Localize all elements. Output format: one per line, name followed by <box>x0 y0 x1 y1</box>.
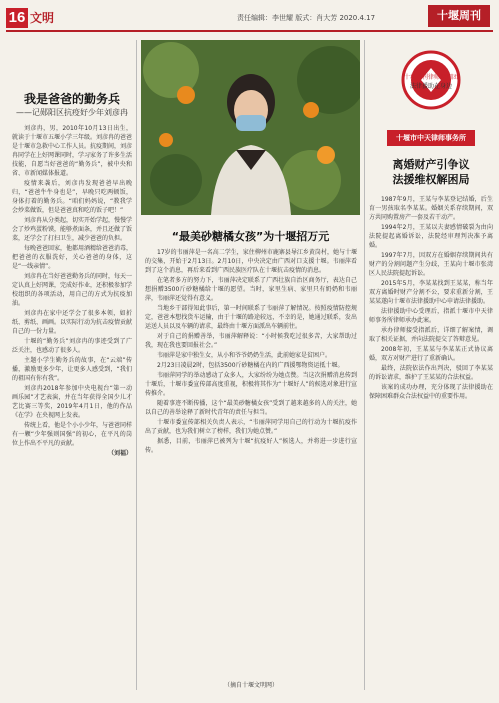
paper-logo: 十堰周刊 <box>428 5 490 27</box>
paragraph: 17岁的韦丽萍是一名高二学生，家住柳州市鹿寨县导江乡黄岗村，她与十堰的交集，开始于2月13日。2月10日，中央决定由广西对口支援十堰。韦丽萍看到了这个消息，再后来看到广西民族医疗队在十堰抗击疫情的消息。 <box>145 249 357 274</box>
middle-article-body <box>145 248 357 673</box>
right-article-title <box>369 157 493 187</box>
paragraph: 承办律师接受指派后，详细了解案情，调取了相关证据，并向法院提交了答辩意见。 <box>369 327 493 343</box>
logo-caption: 十堰市中天律师事务所 <box>396 134 466 142</box>
paragraph: 1994年2月，王某以夫妻感情破裂为由向法院提起离婚诉讼，法院经审理判决准予离婚。 <box>369 224 493 249</box>
paragraph: 十堰市委宣传部相关负责人表示，“韦丽萍同学用自己的行动为十堰抗疫作出了贡献，也为我们树立了榜样，我们为她点赞。” <box>145 419 357 435</box>
paragraph: 刘彦冉在当好爸爸勤务兵的同时，每天一定认真上好网课，完成好作业，还积极参加学校组织的各项活动，用自己的方式为抗疫加油。 <box>12 273 132 307</box>
paragraph: 在笔者多方的努力下，韦丽萍决定联系了广西壮族自治区商务厅，表达自己想捐赠3500斤砂糖橘给十堰的愿望。当时，家里生病、家里只有奶奶和韦丽萍，韦丽萍还觉得有意义。 <box>145 277 357 302</box>
column-divider <box>136 40 137 690</box>
paragraph: 刘彦冉，男，2010年10月13日出生，就读于十堰市五堰小学三年级。刘彦冉的爸爸是十堰市急救中心工作人员。抗疫期间，刘彦冉同学在上好网课同时，学习家务了许多生活技能，自愿当好爸爸的“勤务兵”，被中央和省、市新闻媒体报道。 <box>12 125 132 177</box>
editor-meta: 责任编辑：李世耀 版式：肖大芳 2020.4.17 <box>237 14 376 22</box>
right-article-body <box>369 195 493 685</box>
logo-caption: 十堰周刊律师顾问团 <box>403 74 458 81</box>
paragraph: 1987年9月，王某与李某登记结婚，后生育一男孩取名李某某。婚姻关系存续期间，双方共同购置房产一套及若干动产。 <box>369 196 493 221</box>
middle-article-source: （摘自十堰文明网） <box>223 682 278 689</box>
left-article-body <box>12 124 132 684</box>
column-divider <box>364 40 365 690</box>
paragraph: 刘彦冉在家中还学会了很多本领，如折纸、剪纸、画画。以实际行动为抗击疫情贡献自己的一份力量。 <box>12 310 132 335</box>
paragraph: 对于自己的捐赠善举，韦丽萍解释说：“小时候我吃过很多苦，大家帮助过我，现在我也要回报社会。” <box>145 333 357 349</box>
paragraph: 当地乡干部得知此事后，第一时间联系了韦丽萍了解情况。按照疫情防控规定，爸爸本想找货车运输，由于十堰的路途较远，不幸的是，她通过联系，发出运送人员以及车辆的请求，最终由十堰方面派出车辆前往。 <box>145 305 357 330</box>
title-line: 离婚财产引争议 <box>392 158 470 171</box>
paragraph: 法律援助中心受理后，指派十堰市中天律师事务所律师承办此案。 <box>369 308 493 324</box>
page-number: 16 <box>6 8 28 28</box>
paragraph: 疫情来袭后，刘彦冉发现爸爸早出晚归，“爸爸牛牛身也是”，早晚只吃两顿饭，身体打着的勤务兵。“咱们妈妈说，“教我学会炒菜做饭，但是爸爸真和吃的饭子吧！” <box>12 180 132 214</box>
paragraph: 刘彦冉2018年参加中央电视台“第一动画乐园”才艺表演，并在当年获得全国少儿才艺比赛三等奖，2019年4月1日，他的作品《在学》在央视网上发表。 <box>12 385 132 419</box>
article-photo <box>141 40 360 215</box>
logo-caption: 法律援助在身边 <box>409 83 452 90</box>
paragraph: 据悉，目前，韦丽萍已被列为十堰“抗疫好人”候选人，并将进一步进行宣传。 <box>145 438 357 454</box>
header-rule <box>6 30 493 32</box>
section-title: 文明 <box>30 11 55 25</box>
middle-article-title: “最美砂糖橘女孩”为十堰招万元 <box>171 230 330 243</box>
paragraph: 刘彦冉从分类起，切实开始学起，慢慢学会了炒鸡蛋粉馍，能够煮面条，并且还做了饭菜，还学会了打扫卫生，减少爸爸的负担。 <box>12 217 132 242</box>
left-article-title: 我是爸爸的勤务兵 <box>23 92 120 106</box>
paragraph: 传统上看，他是个小小少年，与爸爸同样有一颗“少年强则国强”的初心，在平凡的岗位上作出不平凡的贡献。 <box>12 422 132 447</box>
paragraph: 该案的成功办理，充分体现了法律援助在保障困难群众合法权益中的重要作用。 <box>369 384 493 400</box>
paragraph: 韦丽萍是家中独生女，从小和爷爷奶奶生活，此前她家是贫困户。 <box>157 352 332 359</box>
left-article-subtitle: ——记郧阳区抗疫好少年刘彦冉 <box>16 108 128 117</box>
paragraph: 2015年5月，李某某找到王某某，称当年双方离婚时财产分割不公，要求重新分割，王某某遂向十堰市法律援助中心申请法律援助。 <box>369 280 493 305</box>
paragraph: 2008年初，王某某与李某某正式协议离婚，双方对财产进行了重新确认。 <box>369 346 493 362</box>
paragraph: 2月23日凌晨2时，包括3500斤砂糖橘在内的广西援鄂物资运抵十堰。 <box>157 362 344 369</box>
paragraph: 1997年7月，因双方在婚姻存续期间共有财产的分割问题产生分歧，王某向十堰市张湾区人民法院提起诉讼。 <box>369 252 493 277</box>
title-line: 法援维权解困局 <box>392 173 470 186</box>
paragraph: 主题小学生勤务兵的故事，在“云端”传播，激励更多少年，让更多人感受到，“我们的祖国有你有我”。 <box>12 357 132 382</box>
paragraph: 每晚爸爸回家，他都用酒精给爸爸消毒，把爸爸的衣服洗好，关心爸爸的身体，这是“一线亲情”。 <box>12 245 132 270</box>
author: （刘福） <box>107 450 132 457</box>
paragraph: 韦丽萍同学的举动感动了众多人，大家纷纷为她点赞。当这次捐赠消息传到十堰后，十堰市委宣传部高度重视，积极将其作为“十堰好人”的候选对象进行宣传推介。 <box>145 372 357 397</box>
paragraph: 十堰的“勤务兵”刘彦冉的事迹受到了广泛关注，也感动了很多人。 <box>12 338 132 354</box>
paragraph: 随着事迹不断传播，这个“最美砂糖橘女孩”受到了越来越多的人的关注，她以自己的善举诠释了新时代青年的责任与担当。 <box>145 400 357 416</box>
paragraph: 最终，法院依法作出判决，驳回了李某某的诉讼请求，维护了王某某的合法权益。 <box>369 365 493 381</box>
